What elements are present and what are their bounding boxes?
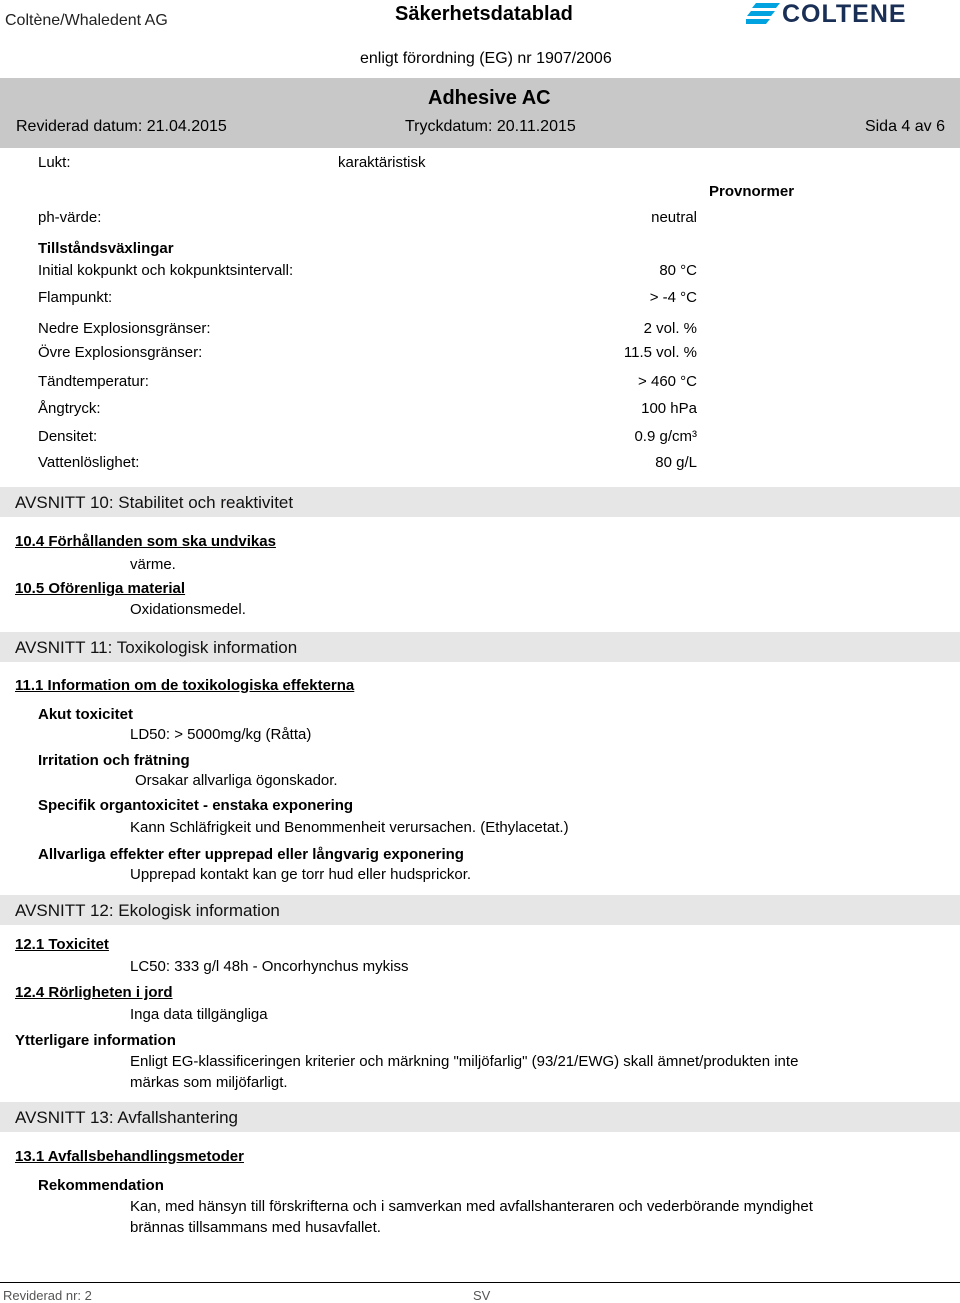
- s13-1-title: 13.1 Avfallsbehandlingsmetoder: [15, 1148, 244, 1165]
- section-10-heading: [0, 487, 960, 517]
- revision-number: Reviderad nr: 2: [3, 1288, 92, 1303]
- product-name: Adhesive AC: [428, 87, 551, 109]
- logo-text: COLTENE: [782, 0, 907, 28]
- upper-explosion-value: 11.5 vol. %: [623, 344, 697, 361]
- page-number: Sida 4 av 6: [864, 118, 945, 135]
- section-13-title: AVSNITT 13: Avfallshantering: [15, 1108, 239, 1127]
- s12-4-title: 12.4 Rörligheten i jord: [15, 984, 173, 1001]
- density-label: Densitet:: [38, 428, 98, 445]
- recommendation-title: Rekommendation: [38, 1177, 164, 1194]
- ph-label: ph-värde:: [38, 209, 102, 226]
- section-13-heading: [0, 1102, 960, 1132]
- logo-stripes-icon: [746, 3, 780, 25]
- recommendation-line-2: brännas tillsammans med husavfallet.: [130, 1219, 381, 1236]
- further-info-line-1: Enligt EG-klassificeringen kriterier och märkning "miljöfarlig" (93/21/EWG) skall ämnet/produkten inte: [130, 1053, 799, 1070]
- ignition-label: Tändtemperatur:: [38, 373, 149, 390]
- further-info-line-2: märkas som miljöfarligt.: [130, 1074, 288, 1091]
- section-10-title: AVSNITT 10: Stabilitet och reaktivitet: [15, 493, 294, 512]
- s10-5-text: Oxidationsmedel.: [130, 601, 246, 618]
- section-11-title: AVSNITT 11: Toxikologisk information: [15, 638, 298, 657]
- flash-label: Flampunkt:: [38, 289, 113, 306]
- s10-4-title: 10.4 Förhållanden som ska undvikas: [15, 533, 276, 550]
- flash-value: > -4 °C: [649, 289, 697, 306]
- company-name: Coltène/Whaledent AG: [5, 12, 168, 29]
- lower-explosion-label: Nedre Explosionsgränser:: [38, 320, 211, 337]
- stot-single-text: Kann Schläfrigkeit und Benommenheit verursachen. (Ethylacetat.): [130, 819, 569, 836]
- odor-label: Lukt:: [38, 154, 71, 171]
- s10-4-text: värme.: [130, 556, 176, 573]
- boiling-value: 80 °C: [659, 262, 697, 279]
- stot-repeat-text: Upprepad kontakt kan ge torr hud eller hudsprickor.: [130, 866, 472, 883]
- s11-1-title: 11.1 Information om de toxikologiska effekterna: [15, 677, 355, 694]
- vapor-pressure-value: 100 hPa: [641, 400, 697, 417]
- lower-explosion-value: 2 vol. %: [643, 320, 697, 337]
- regulation-reference: enligt förordning (EG) nr 1907/2006: [360, 50, 612, 67]
- section-11-heading: [0, 632, 960, 662]
- s12-4-text: Inga data tillgängliga: [130, 1006, 268, 1023]
- s12-1-title: 12.1 Toxicitet: [15, 936, 109, 953]
- irritation-title: Irritation och frätning: [38, 752, 190, 769]
- state-changes-heading: Tillståndsväxlingar: [38, 240, 174, 257]
- footer-divider: [0, 1282, 960, 1283]
- acute-toxicity-text: LD50: > 5000mg/kg (Råtta): [130, 726, 312, 743]
- section-12-title: AVSNITT 12: Ekologisk information: [15, 901, 280, 920]
- section-12-heading: [0, 895, 960, 925]
- document-title: Säkerhetsdatablad: [395, 3, 573, 25]
- ignition-value: > 460 °C: [638, 373, 697, 390]
- upper-explosion-label: Övre Explosionsgränser:: [38, 344, 203, 361]
- stot-repeat-title: Allvarliga effekter efter upprepad eller långvarig exponering: [38, 846, 464, 863]
- stot-single-title: Specifik organtoxicitet - enstaka exponering: [38, 797, 354, 814]
- odor-value: karaktäristisk: [338, 154, 426, 171]
- language-code: SV: [473, 1288, 491, 1303]
- revised-date: Reviderad datum: 21.04.2015: [16, 118, 227, 135]
- recommendation-line-1: Kan, med hänsyn till förskrifterna och i samverkan med avfallshanteraren och vederbörande myndighet: [130, 1198, 813, 1215]
- test-norms-heading: Provnormer: [709, 183, 795, 200]
- density-value: 0.9 g/cm³: [634, 428, 697, 445]
- s12-1-text: LC50: 333 g/l 48h - Oncorhynchus mykiss: [130, 958, 409, 975]
- irritation-text: Orsakar allvarliga ögonskador.: [135, 772, 338, 789]
- further-info-title: Ytterligare information: [15, 1032, 176, 1049]
- ph-value: neutral: [651, 209, 697, 226]
- solubility-value: 80 g/L: [655, 454, 697, 471]
- vapor-pressure-label: Ångtryck:: [38, 400, 101, 417]
- s10-5-title: 10.5 Oförenliga material: [15, 580, 186, 597]
- acute-toxicity-title: Akut toxicitet: [38, 706, 134, 723]
- boiling-label: Initial kokpunkt och kokpunktsintervall:: [38, 262, 294, 279]
- print-date: Tryckdatum: 20.11.2015: [405, 118, 576, 135]
- solubility-label: Vattenlöslighet:: [38, 454, 140, 471]
